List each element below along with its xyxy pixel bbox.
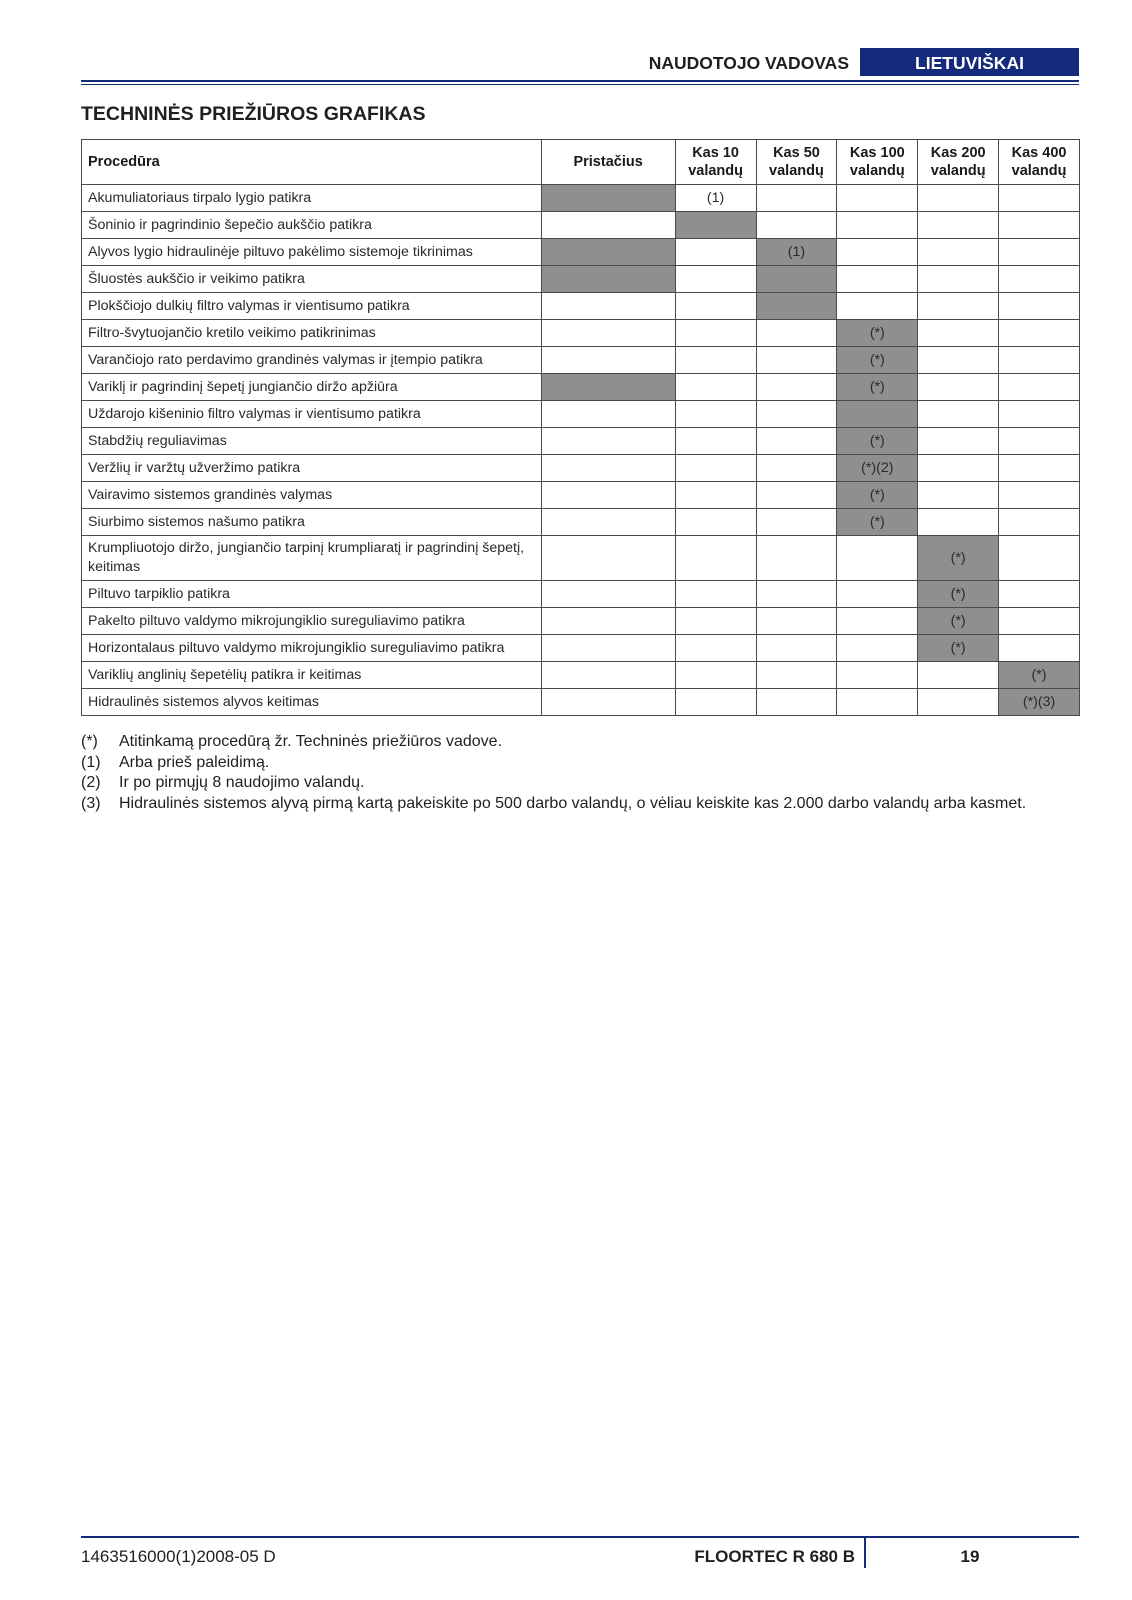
interval-cell-shaded: (*) [918, 536, 999, 581]
interval-cell [756, 347, 837, 374]
interval-cell [918, 662, 999, 689]
interval-cell [918, 293, 999, 320]
interval-cell [999, 536, 1080, 581]
footnote [81, 753, 1041, 774]
interval-cell [918, 509, 999, 536]
procedure-cell: Varančiojo rato perdavimo grandinės valymas ir įtempio patikra [82, 347, 542, 374]
interval-cell [541, 320, 675, 347]
interval-cell [837, 293, 918, 320]
interval-cell-shaded: (*)(3) [999, 689, 1080, 716]
procedure-cell: Alyvos lygio hidraulinėje piltuvo pakėlimo sistemoje tikrinimas [82, 239, 542, 266]
page-title: TECHNINĖS PRIEŽIŪROS GRAFIKAS [81, 103, 426, 125]
procedure-cell: Variklių anglinių šepetėlių patikra ir keitimas [82, 662, 542, 689]
interval-cell [756, 185, 837, 212]
footer-divider [81, 1536, 1079, 1538]
interval-cell [675, 401, 756, 428]
interval-cell [541, 347, 675, 374]
procedure-cell: Piltuvo tarpiklio patikra [82, 581, 542, 608]
interval-cell [837, 185, 918, 212]
interval-cell [675, 482, 756, 509]
table-header-row [82, 140, 1080, 185]
interval-cell [756, 608, 837, 635]
interval-cell [999, 635, 1080, 662]
product-name: FLOORTEC R 680 B [694, 1547, 855, 1566]
interval-cell [756, 509, 837, 536]
interval-cell-shaded: (*) [918, 581, 999, 608]
interval-cell [918, 482, 999, 509]
interval-cell [999, 374, 1080, 401]
interval-cell [999, 581, 1080, 608]
maintenance-schedule-table [81, 139, 1080, 716]
interval-cell [541, 401, 675, 428]
footnote-mark: (1) [81, 753, 101, 771]
footnotes [81, 732, 1041, 814]
interval-cell [675, 536, 756, 581]
interval-cell [541, 293, 675, 320]
procedure-cell: Akumuliatoriaus tirpalo lygio patikra [82, 185, 542, 212]
footnote-text: Ir po pirmųjų 8 naudojimo valandų. [119, 774, 365, 791]
footnote-mark: (2) [81, 774, 101, 791]
interval-cell [675, 689, 756, 716]
interval-cell [675, 428, 756, 455]
interval-cell [541, 455, 675, 482]
column-header-100h: Kas 100 valandų [837, 140, 918, 185]
interval-cell-shaded: (*) [918, 635, 999, 662]
table-row [82, 482, 1080, 509]
footnote-text: Atitinkamą procedūrą žr. Techninės priežiūros vadove. [119, 733, 503, 750]
footnote-text: Hidraulinės sistemos alyvą pirmą kartą pakeiskite po 500 darbo valandų, o vėliau keiskite kas 2.000 darbo valandų arba kasmet. [119, 794, 1027, 812]
interval-cell [541, 635, 675, 662]
interval-cell [999, 320, 1080, 347]
interval-cell: (1) [675, 185, 756, 212]
document-type-label: NAUDOTOJO VADOVAS [648, 53, 849, 73]
table-row [82, 662, 1080, 689]
footer-separator [864, 1538, 866, 1568]
column-header-50h: Kas 50 valandų [756, 140, 837, 185]
table-row [82, 374, 1080, 401]
interval-cell [918, 239, 999, 266]
interval-cell [837, 239, 918, 266]
interval-cell [756, 635, 837, 662]
interval-cell [756, 536, 837, 581]
procedure-cell: Šluostės aukščio ir veikimo patikra [82, 266, 542, 293]
page-number: 19 [960, 1547, 980, 1566]
table-row [82, 293, 1080, 320]
interval-cell [675, 509, 756, 536]
interval-cell [918, 185, 999, 212]
interval-cell [675, 266, 756, 293]
interval-cell [675, 320, 756, 347]
interval-cell [756, 320, 837, 347]
interval-cell [999, 509, 1080, 536]
interval-cell [837, 212, 918, 239]
table-row [82, 608, 1080, 635]
interval-cell [541, 581, 675, 608]
footnote-mark: (*) [81, 733, 98, 750]
interval-cell [918, 212, 999, 239]
interval-cell [541, 509, 675, 536]
interval-cell [675, 293, 756, 320]
interval-cell [918, 401, 999, 428]
interval-cell [675, 608, 756, 635]
interval-cell [837, 635, 918, 662]
procedure-cell: Pakelto piltuvo valdymo mikrojungiklio sureguliavimo patikra [82, 608, 542, 635]
interval-cell [999, 608, 1080, 635]
interval-cell-shaded [541, 374, 675, 401]
column-header-400h: Kas 400 valandų [999, 140, 1080, 185]
interval-cell-shaded [837, 401, 918, 428]
interval-cell [541, 428, 675, 455]
table-row [82, 455, 1080, 482]
interval-cell [675, 374, 756, 401]
table-row [82, 401, 1080, 428]
interval-cell-shaded: (*) [837, 509, 918, 536]
footnote [81, 773, 1041, 794]
interval-cell [918, 455, 999, 482]
table-body [82, 185, 1080, 716]
procedure-cell: Hidraulinės sistemos alyvos keitimas [82, 689, 542, 716]
table-row [82, 536, 1080, 581]
language-badge: LIETUVIŠKAI [860, 48, 1079, 76]
column-header-10h: Kas 10 valandų [675, 140, 756, 185]
interval-cell [756, 455, 837, 482]
interval-cell [675, 455, 756, 482]
interval-cell [999, 212, 1080, 239]
interval-cell [675, 635, 756, 662]
interval-cell [999, 428, 1080, 455]
table-row [82, 581, 1080, 608]
footnote [81, 732, 1041, 753]
document-number: 1463516000(1)2008-05 D [81, 1547, 276, 1566]
interval-cell [756, 374, 837, 401]
interval-cell-shaded [541, 266, 675, 293]
interval-cell-shaded [541, 185, 675, 212]
procedure-cell: Horizontalaus piltuvo valdymo mikrojungiklio sureguliavimo patikra [82, 635, 542, 662]
table-row [82, 266, 1080, 293]
footnote-mark: (3) [81, 794, 101, 812]
header-divider-thin [81, 84, 1079, 85]
interval-cell-shaded [675, 212, 756, 239]
table-row [82, 689, 1080, 716]
interval-cell-shaded: (*) [837, 482, 918, 509]
interval-cell [918, 428, 999, 455]
footnote-text: Arba prieš paleidimą. [119, 753, 270, 771]
interval-cell [918, 266, 999, 293]
interval-cell-shaded: (*) [837, 320, 918, 347]
footnote [81, 794, 1041, 815]
table-row [82, 347, 1080, 374]
interval-cell [756, 581, 837, 608]
interval-cell [999, 239, 1080, 266]
interval-cell [837, 689, 918, 716]
interval-cell [837, 608, 918, 635]
procedure-cell: Veržlių ir varžtų užveržimo patikra [82, 455, 542, 482]
interval-cell [756, 428, 837, 455]
interval-cell [756, 212, 837, 239]
interval-cell [756, 401, 837, 428]
interval-cell [918, 689, 999, 716]
procedure-cell: Filtro-švytuojančio kretilo veikimo patikrinimas [82, 320, 542, 347]
interval-cell-shaded [756, 293, 837, 320]
interval-cell [918, 374, 999, 401]
procedure-cell: Uždarojo kišeninio filtro valymas ir vientisumo patikra [82, 401, 542, 428]
interval-cell-shaded: (*) [837, 428, 918, 455]
interval-cell [541, 662, 675, 689]
interval-cell [999, 293, 1080, 320]
column-header-200h: Kas 200 valandų [918, 140, 999, 185]
table-row [82, 320, 1080, 347]
column-header-delivery: Pristačius [541, 140, 675, 185]
table-row [82, 239, 1080, 266]
interval-cell [918, 347, 999, 374]
interval-cell [756, 662, 837, 689]
interval-cell-shaded [541, 239, 675, 266]
table-row [82, 185, 1080, 212]
procedure-cell: Plokščiojo dulkių filtro valymas ir vientisumo patikra [82, 293, 542, 320]
interval-cell [675, 239, 756, 266]
table-row [82, 428, 1080, 455]
interval-cell [675, 662, 756, 689]
procedure-cell: Šoninio ir pagrindinio šepečio aukščio patikra [82, 212, 542, 239]
interval-cell [999, 347, 1080, 374]
interval-cell [756, 482, 837, 509]
interval-cell-shaded: (*)(2) [837, 455, 918, 482]
procedure-cell: Vairavimo sistemos grandinės valymas [82, 482, 542, 509]
interval-cell [675, 347, 756, 374]
interval-cell [999, 401, 1080, 428]
interval-cell-shaded: (*) [918, 608, 999, 635]
interval-cell-shaded: (1) [756, 239, 837, 266]
interval-cell [675, 581, 756, 608]
interval-cell-shaded [756, 266, 837, 293]
interval-cell [837, 662, 918, 689]
header-divider [81, 80, 1079, 82]
interval-cell [999, 482, 1080, 509]
interval-cell [837, 581, 918, 608]
interval-cell [541, 689, 675, 716]
column-header-procedure: Procedūra [82, 140, 542, 185]
table-row [82, 635, 1080, 662]
procedure-cell: Stabdžių reguliavimas [82, 428, 542, 455]
interval-cell [756, 689, 837, 716]
page-header [81, 48, 1079, 76]
interval-cell [837, 266, 918, 293]
interval-cell [999, 266, 1080, 293]
interval-cell [541, 482, 675, 509]
interval-cell-shaded: (*) [837, 347, 918, 374]
table-row [82, 212, 1080, 239]
procedure-cell: Siurbimo sistemos našumo patikra [82, 509, 542, 536]
interval-cell [541, 608, 675, 635]
interval-cell [918, 320, 999, 347]
interval-cell [541, 212, 675, 239]
procedure-cell: Variklį ir pagrindinį šepetį jungiančio diržo apžiūra [82, 374, 542, 401]
interval-cell [999, 455, 1080, 482]
procedure-cell: Krumpliuotojo diržo, jungiančio tarpinį krumpliaratį ir pagrindinį šepetį, keitimas [82, 536, 542, 581]
interval-cell [999, 185, 1080, 212]
interval-cell-shaded: (*) [999, 662, 1080, 689]
interval-cell-shaded: (*) [837, 374, 918, 401]
table-row [82, 509, 1080, 536]
interval-cell [837, 536, 918, 581]
interval-cell [541, 536, 675, 581]
